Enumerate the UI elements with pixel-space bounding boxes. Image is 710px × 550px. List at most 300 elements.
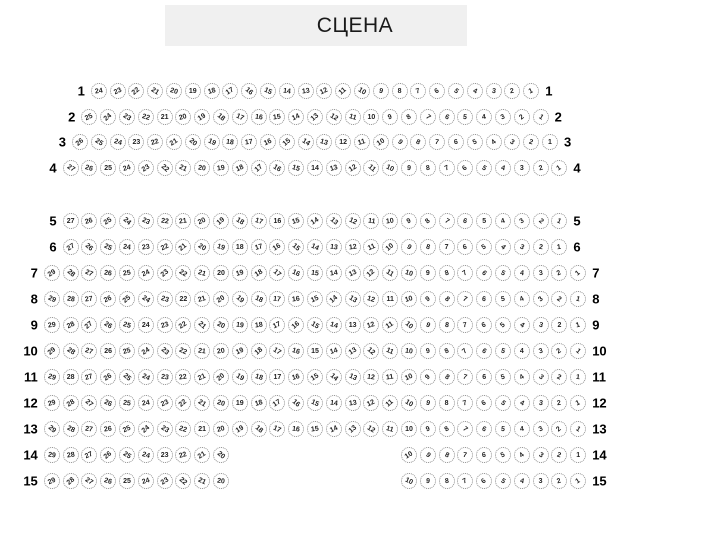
seat[interactable] xyxy=(476,421,492,437)
seat[interactable] xyxy=(457,421,473,437)
seat[interactable] xyxy=(175,343,191,359)
seat[interactable] xyxy=(44,265,60,281)
seat[interactable] xyxy=(44,291,60,307)
seat[interactable] xyxy=(467,134,483,150)
seat[interactable] xyxy=(495,317,511,333)
seat[interactable] xyxy=(439,317,455,333)
seat[interactable] xyxy=(81,343,97,359)
seat[interactable] xyxy=(63,395,79,411)
seat[interactable] xyxy=(476,160,492,176)
seat[interactable] xyxy=(288,160,304,176)
seat[interactable] xyxy=(128,83,144,99)
seat[interactable] xyxy=(119,395,135,411)
seat[interactable] xyxy=(448,83,464,99)
seat[interactable] xyxy=(570,317,586,333)
seat[interactable] xyxy=(251,239,267,255)
seat[interactable] xyxy=(476,239,492,255)
seat[interactable] xyxy=(138,213,154,229)
seat[interactable] xyxy=(119,369,135,385)
seat[interactable] xyxy=(251,369,267,385)
seat[interactable] xyxy=(81,265,97,281)
seat[interactable] xyxy=(363,395,379,411)
seat[interactable] xyxy=(392,83,408,99)
seat[interactable] xyxy=(232,109,248,125)
seat[interactable] xyxy=(307,395,323,411)
seat[interactable] xyxy=(307,421,323,437)
seat[interactable] xyxy=(100,369,116,385)
seat[interactable] xyxy=(119,343,135,359)
seat[interactable] xyxy=(514,369,530,385)
seat[interactable] xyxy=(269,213,285,229)
seat[interactable] xyxy=(495,395,511,411)
seat[interactable] xyxy=(533,395,549,411)
seat[interactable] xyxy=(213,160,229,176)
seat[interactable] xyxy=(213,109,229,125)
seat[interactable] xyxy=(533,317,549,333)
seat[interactable] xyxy=(81,447,97,463)
seat[interactable] xyxy=(533,239,549,255)
seat[interactable] xyxy=(194,473,210,489)
seat[interactable] xyxy=(410,134,426,150)
seat[interactable] xyxy=(63,473,79,489)
seat[interactable] xyxy=(119,160,135,176)
seat[interactable] xyxy=(363,317,379,333)
seat[interactable] xyxy=(373,134,389,150)
seat[interactable] xyxy=(63,239,79,255)
seat[interactable] xyxy=(326,421,342,437)
seat[interactable] xyxy=(551,160,567,176)
seat[interactable] xyxy=(514,291,530,307)
seat[interactable] xyxy=(269,109,285,125)
seat[interactable] xyxy=(401,421,417,437)
seat[interactable] xyxy=(354,134,370,150)
seat[interactable] xyxy=(533,473,549,489)
seat[interactable] xyxy=(81,109,97,125)
seat[interactable] xyxy=(194,291,210,307)
seat[interactable] xyxy=(476,213,492,229)
seat[interactable] xyxy=(401,369,417,385)
seat[interactable] xyxy=(204,134,220,150)
seat[interactable] xyxy=(269,395,285,411)
seat[interactable] xyxy=(533,265,549,281)
seat[interactable] xyxy=(457,447,473,463)
seat[interactable] xyxy=(232,291,248,307)
seat[interactable] xyxy=(288,395,304,411)
seat[interactable] xyxy=(288,265,304,281)
seat[interactable] xyxy=(570,369,586,385)
seat[interactable] xyxy=(345,317,361,333)
seat[interactable] xyxy=(63,343,79,359)
seat[interactable] xyxy=(63,291,79,307)
seat[interactable] xyxy=(44,473,60,489)
seat[interactable] xyxy=(81,291,97,307)
seat[interactable] xyxy=(504,83,520,99)
seat[interactable] xyxy=(429,83,445,99)
seat[interactable] xyxy=(439,473,455,489)
seat[interactable] xyxy=(439,265,455,281)
seat[interactable] xyxy=(354,83,370,99)
seat[interactable] xyxy=(363,369,379,385)
seat[interactable] xyxy=(345,395,361,411)
seat[interactable] xyxy=(194,395,210,411)
seat[interactable] xyxy=(213,317,229,333)
seat[interactable] xyxy=(345,343,361,359)
seat[interactable] xyxy=(185,134,201,150)
seat[interactable] xyxy=(166,134,182,150)
seat[interactable] xyxy=(326,213,342,229)
seat[interactable] xyxy=(147,83,163,99)
seat[interactable] xyxy=(251,343,267,359)
seat[interactable] xyxy=(157,421,173,437)
seat[interactable] xyxy=(175,473,191,489)
seat[interactable] xyxy=(157,317,173,333)
seat[interactable] xyxy=(382,421,398,437)
seat[interactable] xyxy=(260,134,276,150)
seat[interactable] xyxy=(495,213,511,229)
seat[interactable] xyxy=(457,109,473,125)
seat[interactable] xyxy=(269,369,285,385)
seat[interactable] xyxy=(316,134,332,150)
seat[interactable] xyxy=(119,213,135,229)
seat[interactable] xyxy=(241,134,257,150)
seat[interactable] xyxy=(157,291,173,307)
seat[interactable] xyxy=(495,343,511,359)
seat[interactable] xyxy=(81,473,97,489)
seat[interactable] xyxy=(363,239,379,255)
seat[interactable] xyxy=(298,134,314,150)
seat[interactable] xyxy=(44,317,60,333)
seat[interactable] xyxy=(260,83,276,99)
seat[interactable] xyxy=(420,109,436,125)
seat[interactable] xyxy=(44,421,60,437)
seat[interactable] xyxy=(232,421,248,437)
seat[interactable] xyxy=(81,213,97,229)
seat[interactable] xyxy=(194,343,210,359)
seat[interactable] xyxy=(326,343,342,359)
seat[interactable] xyxy=(119,421,135,437)
seat[interactable] xyxy=(288,317,304,333)
seat[interactable] xyxy=(222,134,238,150)
seat[interactable] xyxy=(138,160,154,176)
seat[interactable] xyxy=(401,395,417,411)
seat[interactable] xyxy=(81,395,97,411)
seat[interactable] xyxy=(551,317,567,333)
seat[interactable] xyxy=(401,239,417,255)
seat[interactable] xyxy=(232,160,248,176)
seat[interactable] xyxy=(157,213,173,229)
seat[interactable] xyxy=(420,291,436,307)
seat[interactable] xyxy=(401,473,417,489)
seat[interactable] xyxy=(100,109,116,125)
seat[interactable] xyxy=(288,421,304,437)
seat[interactable] xyxy=(439,291,455,307)
seat[interactable] xyxy=(476,473,492,489)
seat[interactable] xyxy=(457,473,473,489)
seat[interactable] xyxy=(213,447,229,463)
seat[interactable] xyxy=(410,83,426,99)
seat[interactable] xyxy=(420,343,436,359)
seat[interactable] xyxy=(523,83,539,99)
seat[interactable] xyxy=(514,447,530,463)
seat[interactable] xyxy=(420,265,436,281)
seat[interactable] xyxy=(345,291,361,307)
seat[interactable] xyxy=(63,160,79,176)
seat[interactable] xyxy=(44,343,60,359)
seat[interactable] xyxy=(194,421,210,437)
seat[interactable] xyxy=(335,83,351,99)
seat[interactable] xyxy=(194,109,210,125)
seat[interactable] xyxy=(100,213,116,229)
seat[interactable] xyxy=(63,265,79,281)
seat[interactable] xyxy=(279,83,295,99)
seat[interactable] xyxy=(533,291,549,307)
seat[interactable] xyxy=(551,369,567,385)
seat[interactable] xyxy=(63,447,79,463)
seat[interactable] xyxy=(439,213,455,229)
seat[interactable] xyxy=(175,447,191,463)
seat[interactable] xyxy=(326,239,342,255)
seat[interactable] xyxy=(495,291,511,307)
seat[interactable] xyxy=(213,291,229,307)
seat[interactable] xyxy=(100,239,116,255)
seat[interactable] xyxy=(194,317,210,333)
seat[interactable] xyxy=(551,395,567,411)
seat[interactable] xyxy=(570,265,586,281)
seat[interactable] xyxy=(570,395,586,411)
seat[interactable] xyxy=(533,213,549,229)
seat[interactable] xyxy=(382,160,398,176)
seat[interactable] xyxy=(345,239,361,255)
seat[interactable] xyxy=(345,265,361,281)
seat[interactable] xyxy=(420,160,436,176)
seat[interactable] xyxy=(232,213,248,229)
seat[interactable] xyxy=(382,291,398,307)
seat[interactable] xyxy=(194,447,210,463)
seat[interactable] xyxy=(363,291,379,307)
seat[interactable] xyxy=(110,83,126,99)
seat[interactable] xyxy=(288,109,304,125)
seat[interactable] xyxy=(251,265,267,281)
seat[interactable] xyxy=(232,317,248,333)
seat[interactable] xyxy=(476,369,492,385)
seat[interactable] xyxy=(382,395,398,411)
seat[interactable] xyxy=(467,83,483,99)
seat[interactable] xyxy=(232,343,248,359)
seat[interactable] xyxy=(457,395,473,411)
seat[interactable] xyxy=(345,213,361,229)
seat[interactable] xyxy=(420,421,436,437)
seat[interactable] xyxy=(420,317,436,333)
seat[interactable] xyxy=(138,317,154,333)
seat[interactable] xyxy=(241,83,257,99)
seat[interactable] xyxy=(542,134,558,150)
seat[interactable] xyxy=(128,134,144,150)
seat[interactable] xyxy=(476,291,492,307)
seat[interactable] xyxy=(232,265,248,281)
seat[interactable] xyxy=(307,160,323,176)
seat[interactable] xyxy=(119,239,135,255)
seat[interactable] xyxy=(213,213,229,229)
seat[interactable] xyxy=(326,395,342,411)
seat[interactable] xyxy=(476,109,492,125)
seat[interactable] xyxy=(81,421,97,437)
seat[interactable] xyxy=(269,421,285,437)
seat[interactable] xyxy=(100,317,116,333)
seat[interactable] xyxy=(382,239,398,255)
seat[interactable] xyxy=(175,265,191,281)
seat[interactable] xyxy=(533,369,549,385)
seat[interactable] xyxy=(420,369,436,385)
seat[interactable] xyxy=(457,291,473,307)
seat[interactable] xyxy=(81,160,97,176)
seat[interactable] xyxy=(382,343,398,359)
seat[interactable] xyxy=(514,265,530,281)
seat[interactable] xyxy=(382,369,398,385)
seat[interactable] xyxy=(100,291,116,307)
seat[interactable] xyxy=(157,239,173,255)
seat[interactable] xyxy=(495,160,511,176)
seat[interactable] xyxy=(570,473,586,489)
seat[interactable] xyxy=(326,317,342,333)
seat[interactable] xyxy=(44,395,60,411)
seat[interactable] xyxy=(382,109,398,125)
seat[interactable] xyxy=(222,83,238,99)
seat[interactable] xyxy=(119,473,135,489)
seat[interactable] xyxy=(570,447,586,463)
seat[interactable] xyxy=(514,213,530,229)
seat[interactable] xyxy=(100,447,116,463)
seat[interactable] xyxy=(533,343,549,359)
seat[interactable] xyxy=(373,83,389,99)
seat[interactable] xyxy=(495,473,511,489)
seat[interactable] xyxy=(420,447,436,463)
seat[interactable] xyxy=(326,265,342,281)
seat[interactable] xyxy=(63,369,79,385)
seat[interactable] xyxy=(81,317,97,333)
seat[interactable] xyxy=(495,369,511,385)
seat[interactable] xyxy=(476,395,492,411)
seat[interactable] xyxy=(119,447,135,463)
seat[interactable] xyxy=(495,239,511,255)
seat[interactable] xyxy=(175,291,191,307)
seat[interactable] xyxy=(345,160,361,176)
seat[interactable] xyxy=(514,160,530,176)
seat[interactable] xyxy=(138,343,154,359)
seat[interactable] xyxy=(157,160,173,176)
seat[interactable] xyxy=(533,160,549,176)
seat[interactable] xyxy=(307,109,323,125)
seat[interactable] xyxy=(486,134,502,150)
seat[interactable] xyxy=(363,160,379,176)
seat[interactable] xyxy=(486,83,502,99)
seat[interactable] xyxy=(251,395,267,411)
seat[interactable] xyxy=(401,213,417,229)
seat[interactable] xyxy=(213,239,229,255)
seat[interactable] xyxy=(504,134,520,150)
seat[interactable] xyxy=(551,213,567,229)
seat[interactable] xyxy=(439,395,455,411)
seat[interactable] xyxy=(175,395,191,411)
seat[interactable] xyxy=(138,291,154,307)
seat[interactable] xyxy=(307,343,323,359)
seat[interactable] xyxy=(185,83,201,99)
seat[interactable] xyxy=(401,160,417,176)
seat[interactable] xyxy=(138,421,154,437)
seat[interactable] xyxy=(439,343,455,359)
seat[interactable] xyxy=(194,265,210,281)
seat[interactable] xyxy=(157,343,173,359)
seat[interactable] xyxy=(495,109,511,125)
seat[interactable] xyxy=(420,239,436,255)
seat[interactable] xyxy=(307,369,323,385)
seat[interactable] xyxy=(382,317,398,333)
seat[interactable] xyxy=(551,265,567,281)
seat[interactable] xyxy=(514,109,530,125)
seat[interactable] xyxy=(251,160,267,176)
seat[interactable] xyxy=(175,213,191,229)
seat[interactable] xyxy=(476,265,492,281)
seat[interactable] xyxy=(269,343,285,359)
seat[interactable] xyxy=(533,447,549,463)
seat[interactable] xyxy=(175,109,191,125)
seat[interactable] xyxy=(495,265,511,281)
seat[interactable] xyxy=(175,317,191,333)
seat[interactable] xyxy=(429,134,445,150)
seat[interactable] xyxy=(514,239,530,255)
seat[interactable] xyxy=(44,447,60,463)
seat[interactable] xyxy=(175,369,191,385)
seat[interactable] xyxy=(570,343,586,359)
seat[interactable] xyxy=(307,239,323,255)
seat[interactable] xyxy=(100,473,116,489)
seat[interactable] xyxy=(44,369,60,385)
seat[interactable] xyxy=(63,421,79,437)
seat[interactable] xyxy=(138,109,154,125)
seat[interactable] xyxy=(439,447,455,463)
seat[interactable] xyxy=(157,265,173,281)
seat[interactable] xyxy=(288,213,304,229)
seat[interactable] xyxy=(420,213,436,229)
seat[interactable] xyxy=(476,447,492,463)
seat[interactable] xyxy=(194,239,210,255)
seat[interactable] xyxy=(401,265,417,281)
seat[interactable] xyxy=(147,134,163,150)
seat[interactable] xyxy=(269,265,285,281)
seat[interactable] xyxy=(288,343,304,359)
seat[interactable] xyxy=(91,134,107,150)
seat[interactable] xyxy=(570,421,586,437)
seat[interactable] xyxy=(72,134,88,150)
seat[interactable] xyxy=(138,369,154,385)
seat[interactable] xyxy=(476,343,492,359)
seat[interactable] xyxy=(457,265,473,281)
seat[interactable] xyxy=(110,134,126,150)
seat[interactable] xyxy=(81,369,97,385)
seat[interactable] xyxy=(63,317,79,333)
seat[interactable] xyxy=(100,160,116,176)
seat[interactable] xyxy=(288,369,304,385)
seat[interactable] xyxy=(363,265,379,281)
seat[interactable] xyxy=(100,343,116,359)
seat[interactable] xyxy=(382,265,398,281)
seat[interactable] xyxy=(457,317,473,333)
seat[interactable] xyxy=(269,239,285,255)
seat[interactable] xyxy=(138,447,154,463)
seat[interactable] xyxy=(495,447,511,463)
seat[interactable] xyxy=(551,421,567,437)
seat[interactable] xyxy=(138,395,154,411)
seat[interactable] xyxy=(175,239,191,255)
